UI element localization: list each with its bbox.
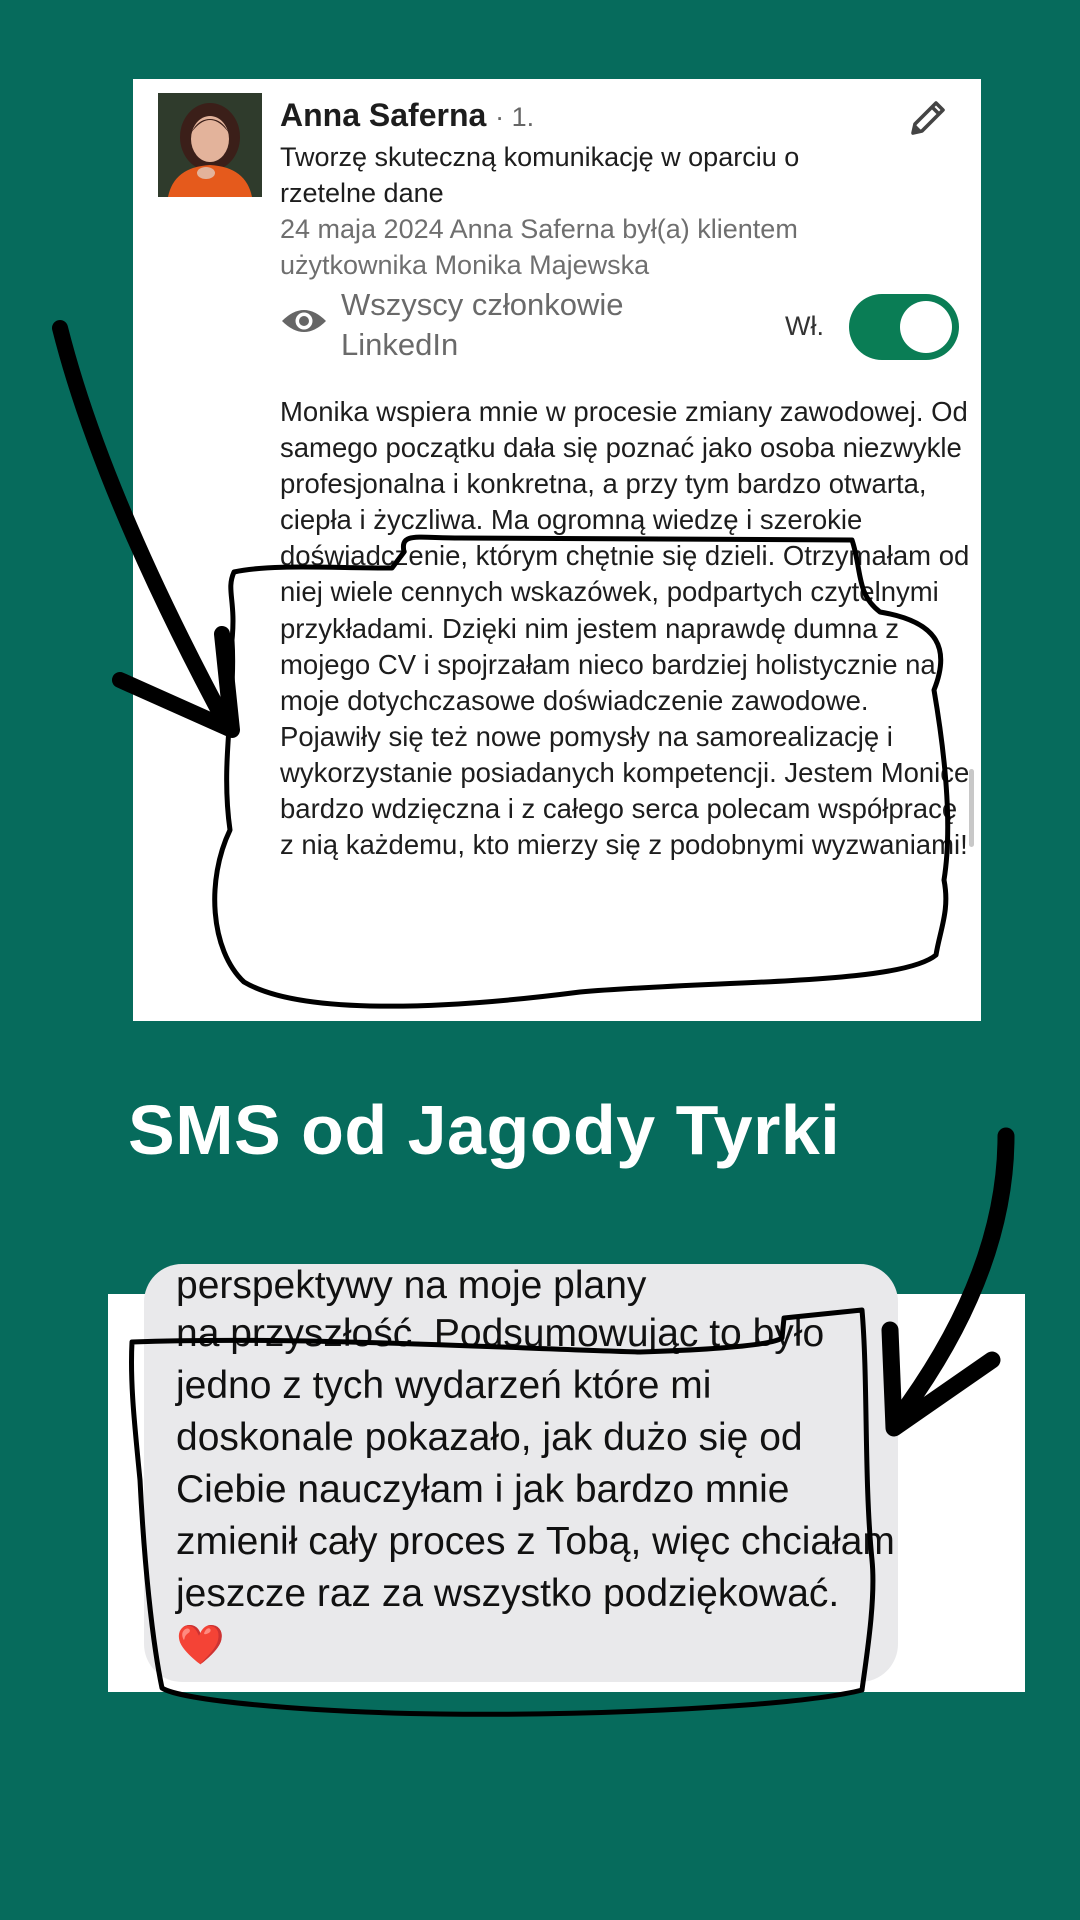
author-headline: Tworzę skuteczną komunikację w oparciu o rzetelne dane xyxy=(280,142,800,208)
visibility-label[interactable]: Wszyscy członkowie LinkedIn xyxy=(341,287,624,362)
visibility-toggle[interactable] xyxy=(849,294,959,360)
avatar xyxy=(158,93,262,197)
scrollbar[interactable] xyxy=(969,769,974,847)
connection-degree: · 1. xyxy=(495,102,535,132)
recommendation-text: Monika wspiera mnie w procesie zmiany zawodowej. Od samego początku dała się poznać jako osoba niezwykle profesjonalna i konkretna, a przy tym bardzo otwarta, ciepła i życzliwa. Ma ogromną wiedzę i szerokie doświadczenie, którym chętnie się dzieli. Otrzymałam od niej wiele cennych wskazówek, podpartych czytelnymi przykładami. Dzięki nim jestem naprawdę dumna z mojego CV i spojrzałam nieco bardziej holistycznie na moje dotychczasowe doświadczenie zawodowe. Pojawiły się też nowe pomysły na samorealizację i wykorzystanie posiadanych kompetencji. Jestem Monice bardzo wdzięczna i z całego serca polecam współpracę z nią każdemu, kto mierzy się z podobnymi wyzwaniami! xyxy=(280,396,970,861)
toggle-knob xyxy=(900,301,952,353)
pencil-icon[interactable] xyxy=(905,95,951,141)
sms-card xyxy=(108,1264,1025,1692)
author-name[interactable] xyxy=(280,97,534,134)
section-title: SMS od Jagody Tyrki xyxy=(128,1091,841,1169)
message-body: na przyszłość. Podsumowując to było jedno z tych wydarzeń które mi doskonale pokazało, jak dużo się od Ciebie nauczyłam i jak bardzo mnie zmienił cały proces z Tobą, więc chciałam jeszcze raz za wszystko podziękować. xyxy=(176,1312,895,1615)
heart-emoji: ❤️ xyxy=(176,1624,225,1667)
message-previous-line: perspektywy na moje plany xyxy=(176,1264,647,1307)
recommendation-card xyxy=(133,79,981,1021)
eye-icon xyxy=(280,305,328,337)
toggle-label: Wł. xyxy=(785,311,824,341)
message-text xyxy=(176,1308,896,1672)
recommendation-meta: 24 maja 2024 Anna Saferna był(a) klientem użytkownika Monika Majewska xyxy=(280,214,798,280)
author-name-text: Anna Saferna xyxy=(280,97,487,133)
